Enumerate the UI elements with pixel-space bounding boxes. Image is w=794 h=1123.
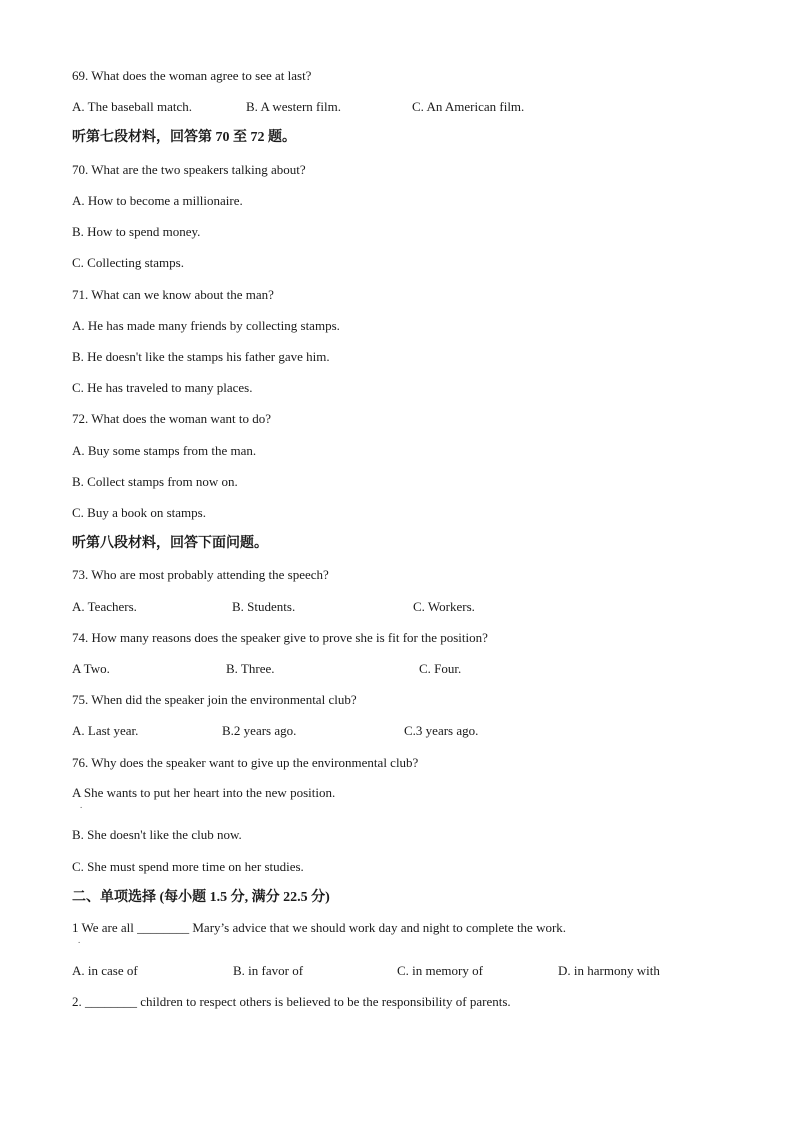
question-75: 75. When did the speaker join the environmental club? [72, 692, 357, 707]
q69-option-b: B. A western film. [246, 99, 341, 114]
s1-option-b: B. in favor of [233, 963, 304, 978]
s1-option-d: D. in harmony with [558, 963, 660, 978]
q71-option-b: B. He doesn't like the stamps his father gave him. [72, 349, 330, 364]
section-7-heading: 听第七段材料，回答第 70 至 72 题。 [72, 130, 296, 145]
q72-option-a: A. Buy some stamps from the man. [72, 443, 257, 458]
single-choice-2: 2. ________ children to respect others is believed to be the responsibility of parents. [72, 994, 511, 1009]
q69-option-c: C. An American film. [412, 99, 525, 114]
part-2-heading: 二、单项选择 (每小题 1.5 分, 满分 22.5 分) [72, 890, 330, 905]
stray-mark: . [78, 935, 81, 945]
q74-option-a: A Two. [72, 661, 110, 676]
q75-option-b: B.2 years ago. [222, 723, 297, 738]
q70-option-a: A. How to become a millionaire. [72, 193, 243, 208]
q71-option-c: C. He has traveled to many places. [72, 380, 253, 395]
q74-option-b: B. Three. [226, 661, 275, 676]
q73-option-a: A. Teachers. [72, 599, 137, 614]
stray-mark: . [80, 800, 83, 810]
q75-option-a: A. Last year. [72, 723, 139, 738]
question-69: 69. What does the woman agree to see at last? [72, 68, 312, 83]
question-71: 71. What can we know about the man? [72, 287, 274, 302]
q73-option-c: C. Workers. [413, 599, 475, 614]
s1-option-c: C. in memory of [397, 963, 483, 978]
s1-option-a: A. in case of [72, 963, 138, 978]
question-74: 74. How many reasons does the speaker give to prove she is fit for the position? [72, 630, 488, 645]
question-76: 76. Why does the speaker want to give up the environmental club? [72, 755, 419, 770]
q72-option-c: C. Buy a book on stamps. [72, 505, 206, 520]
q69-option-a: A. The baseball match. [72, 99, 192, 114]
q70-option-b: B. How to spend money. [72, 224, 201, 239]
q76-option-b: B. She doesn't like the club now. [72, 827, 242, 842]
q75-option-c: C.3 years ago. [404, 723, 479, 738]
q71-option-a: A. He has made many friends by collecting stamps. [72, 318, 340, 333]
q72-option-b: B. Collect stamps from now on. [72, 474, 238, 489]
single-choice-1: 1 We are all ________ Mary’s advice that we should work day and night to complete the work. [72, 920, 567, 935]
q70-option-c: C. Collecting stamps. [72, 255, 184, 270]
q76-option-a: A She wants to put her heart into the new position. [72, 785, 336, 800]
q74-option-c: C. Four. [419, 661, 462, 676]
section-8-heading: 听第八段材料，回答下面问题。 [72, 536, 268, 551]
question-70: 70. What are the two speakers talking about? [72, 162, 306, 177]
question-73: 73. Who are most probably attending the speech? [72, 567, 329, 582]
question-72: 72. What does the woman want to do? [72, 411, 272, 426]
q73-option-b: B. Students. [232, 599, 296, 614]
q76-option-c: C. She must spend more time on her studies. [72, 859, 304, 874]
